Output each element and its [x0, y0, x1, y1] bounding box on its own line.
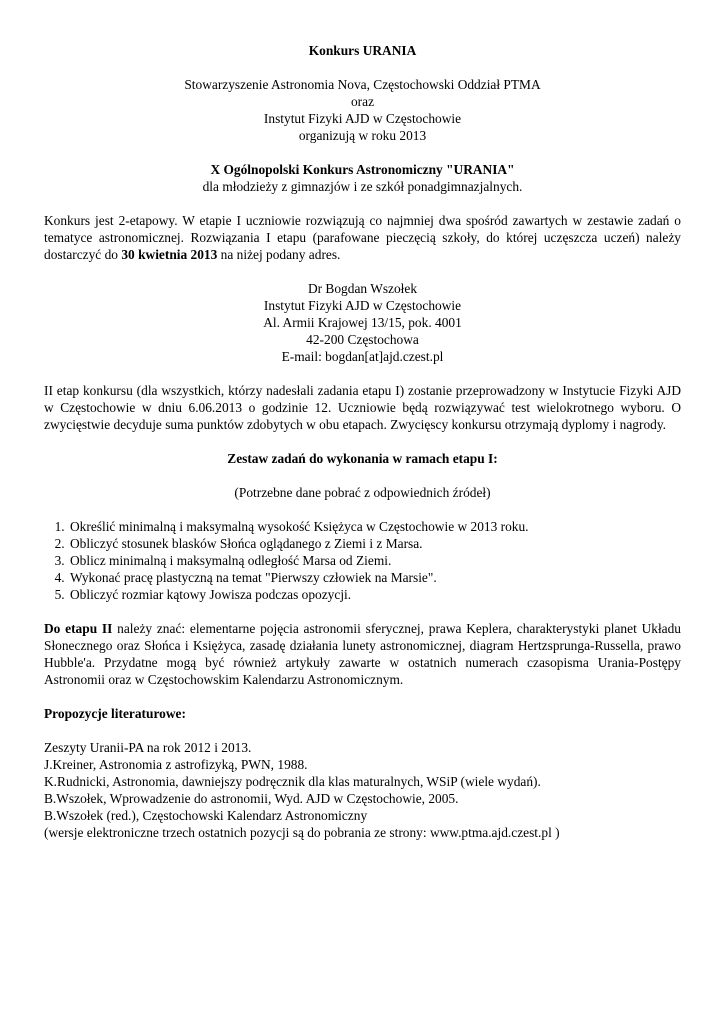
- tasks-list: [44, 518, 681, 603]
- task-item: 5. Obliczyć rozmiar kątowy Jowisza podczas opozycji.: [68, 586, 681, 603]
- organizer-line-2: oraz: [350, 94, 375, 109]
- contest-heading-block: [44, 161, 681, 195]
- address-block: [44, 280, 681, 365]
- task-item: 4. Wykonać pracę plastyczną na temat "Pierwszy człowiek na Marsie".: [68, 569, 681, 586]
- address-city: 42-200 Częstochowa: [306, 332, 419, 347]
- task-item: 2. Obliczyć stosunek blasków Słońca oglądanego z Ziemi i z Marsa.: [68, 535, 681, 552]
- literature-item: Zeszyty Uranii-PA na rok 2012 i 2013.: [44, 740, 252, 755]
- literature-item: B.Wszołek, Wprowadzenie do astronomii, Wyd. AJD w Częstochowie, 2005.: [44, 791, 459, 806]
- intro-text-before: Konkurs jest 2-etapowy. W etapie I uczniowie rozwiązują co najmniej dwa spośród zawartych w zestawie zadań o tematyce astronomicznej. Rozwiązania I etapu (parafowane pieczęcią szkoły, do której uczęszcza uczeń) należy dostarczyć do: [44, 213, 681, 262]
- address-name: Dr Bogdan Wszołek: [307, 281, 418, 296]
- organizer-line-1: Stowarzyszenie Astronomia Nova, Częstochowski Oddział PTMA: [184, 77, 541, 92]
- literature-item: (wersje elektroniczne trzech ostatnich pozycji są do pobrania ze strony: www.ptma.ajd.czest.pl ): [44, 825, 560, 840]
- task-item: 1. Określić minimalną i maksymalną wysokość Księżyca w Częstochowie w 2013 roku.: [68, 518, 681, 535]
- organizer-line-4: organizują w roku 2013: [298, 128, 427, 143]
- stage2-knowledge-paragraph: [44, 620, 681, 688]
- organizers-block: [44, 76, 681, 144]
- stage2-paragraph: II etap konkursu (dla wszystkich, którzy nadesłali zadania etapu I) zostanie przeprowadzony w Instytucie Fizyki AJD w Częstochowie w dniu 6.06.2013 o godzinie 12. Uczniowie będą rozwiązywać test wielokrotnego wyboru. O zwycięstwie decyduje suma punktów zdobytych w obu etapach. Zwycięscy konkursu otrzymają dyplomy i nagrody.: [44, 383, 681, 432]
- literature-item: J.Kreiner, Astronomia z astrofizyką, PWN, 1988.: [44, 757, 308, 772]
- literature-item: K.Rudnicki, Astronomia, dawniejszy podręcznik dla klas maturalnych, WSiP (wiele wydań).: [44, 774, 541, 789]
- literature-item: B.Wszołek (red.), Częstochowski Kalendarz Astronomiczny: [44, 808, 368, 823]
- document-page: [44, 42, 681, 841]
- address-email: E-mail: bogdan[at]ajd.czest.pl: [281, 349, 444, 364]
- stage2-knowledge-lead: Do etapu II: [44, 621, 113, 636]
- contest-audience: dla młodzieży z gimnazjów i ze szkół ponadgimnazjalnych.: [202, 179, 523, 194]
- literature-list: [44, 739, 681, 841]
- address-institute: Instytut Fizyki AJD w Częstochowie: [263, 298, 462, 313]
- stage2-knowledge-text: należy znać: elementarne pojęcia astronomii sferycznej, prawa Keplera, charakterystyki planet Układu Słonecznego oraz Słońca i Księżyca, zasadę działania lunety astronomicznej, diagram Hertzsprunga-Russella, prawo Hubble'a. Przydatne mogą być również artykuły zawarte w ostatnich numerach czasopisma Urania-Postępy Astronomii oraz w Częstochowskim Kalendarzu Astronomicznym.: [44, 621, 681, 687]
- intro-deadline: 30 kwietnia 2013: [121, 247, 218, 262]
- intro-text-after: na niżej podany adres.: [217, 247, 341, 262]
- organizer-line-3: Instytut Fizyki AJD w Częstochowie: [263, 111, 462, 126]
- tasks-note: (Potrzebne dane pobrać z odpowiednich źródeł): [234, 485, 491, 500]
- contest-name: X Ogólnopolski Konkurs Astronomiczny "URANIA": [210, 162, 515, 177]
- address-street: Al. Armii Krajowej 13/15, pok. 4001: [263, 315, 462, 330]
- literature-heading: Propozycje literaturowe:: [44, 706, 186, 721]
- tasks-heading: Zestaw zadań do wykonania w ramach etapu I:: [227, 451, 498, 466]
- intro-paragraph: [44, 212, 681, 263]
- document-title: Konkurs URANIA: [308, 43, 417, 58]
- task-item: 3. Oblicz minimalną i maksymalną odległość Marsa od Ziemi.: [68, 552, 681, 569]
